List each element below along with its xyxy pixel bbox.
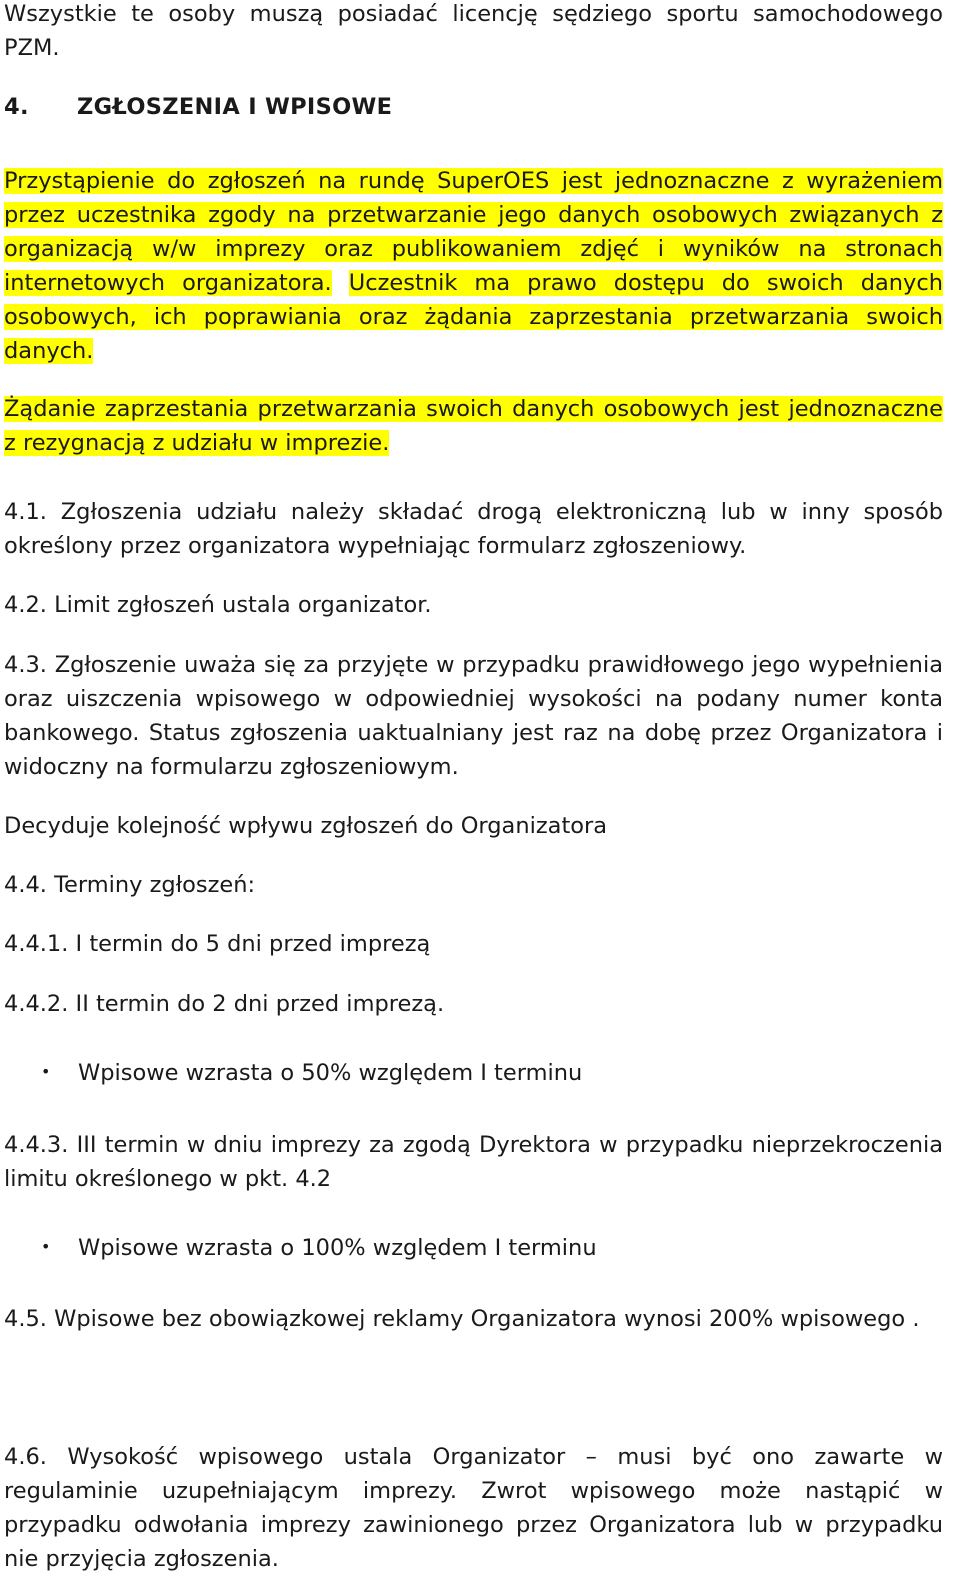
bullet-item-2 xyxy=(41,1235,597,1261)
section-number: 4. xyxy=(4,94,29,120)
bullet-item-1 xyxy=(41,1060,582,1086)
bullet-icon: • xyxy=(41,1237,51,1256)
highlighted-consent-paragraph xyxy=(4,164,943,368)
order-note: Decyduje kolejność wpływu zgłoszeń do Organizatora xyxy=(4,813,608,839)
item-4-4: 4.4. Terminy zgłoszeń: xyxy=(4,872,256,898)
item-4-1: 4.1. Zgłoszenia udziału należy składać drogą elektroniczną lub w inny sposób określony przez organizatora wypełniając formularz zgłoszeniowy. xyxy=(4,499,943,559)
highlighted-withdrawal-paragraph xyxy=(4,392,943,460)
item-4-5: 4.5. Wpisowe bez obowiązkowej reklamy Organizatora wynosi 200% wpisowego . xyxy=(4,1306,920,1332)
item-4-3: 4.3. Zgłoszenie uważa się za przyjęte w przypadku prawidłowego jego wypełnienia oraz uiszczenia wpisowego w odpowiedniej wysokości na podany numer konta bankowego. Status zgłoszenia uaktualniany jest raz na dobę przez Organizatora i widoczny na formularzu zgłoszeniowym. xyxy=(4,652,943,780)
bullet-text-1: Wpisowe wzrasta o 50% względem I terminu xyxy=(78,1060,583,1086)
section-title: ZGŁOSZENIA I WPISOWE xyxy=(77,94,393,120)
bullet-text-2: Wpisowe wzrasta o 100% względem I terminu xyxy=(78,1235,597,1261)
item-4-4-3: 4.4.3. III termin w dniu imprezy za zgodą Dyrektora w przypadku nieprzekroczenia limitu określonego w pkt. 4.2 xyxy=(4,1132,943,1192)
intro-paragraph: Wszystkie te osoby muszą posiadać licencję sędziego sportu samochodowego PZM. xyxy=(4,1,943,61)
item-4-4-1: 4.4.1. I termin do 5 dni przed imprezą xyxy=(4,931,431,957)
section-heading xyxy=(4,94,392,120)
rights-text: Uczestnik ma prawo dostępu do swoich danych osobowych, ich poprawiania oraz żądania zaprzestania przetwarzania swoich danych. xyxy=(4,270,943,364)
item-4-2: 4.2. Limit zgłoszeń ustala organizator. xyxy=(4,592,432,618)
withdrawal-text: Żądanie zaprzestania przetwarzania swoich danych osobowych jest jednoznaczne z rezygnacją z udziału w imprezie. xyxy=(4,396,943,456)
consent-text: Przystąpienie do zgłoszeń na rundę SuperOES jest jednoznaczne z wyrażeniem przez uczestnika zgody na przetwarzanie jego danych osobowych związanych z organizacją w/w imprezy oraz publikowaniem zdjęć i wyników na stronach internetowych organizatora. xyxy=(4,168,943,296)
bullet-icon: • xyxy=(41,1062,51,1081)
item-4-4-2: 4.4.2. II termin do 2 dni przed imprezą. xyxy=(4,991,445,1017)
item-4-6: 4.6. Wysokość wpisowego ustala Organizator – musi być ono zawarte w regulaminie uzupełniającym imprezy. Zwrot wpisowego może nastąpić w przypadku odwołania imprezy zawinionego przez Organizatora lub w przypadku nie przyjęcia zgłoszenia. xyxy=(4,1444,943,1572)
